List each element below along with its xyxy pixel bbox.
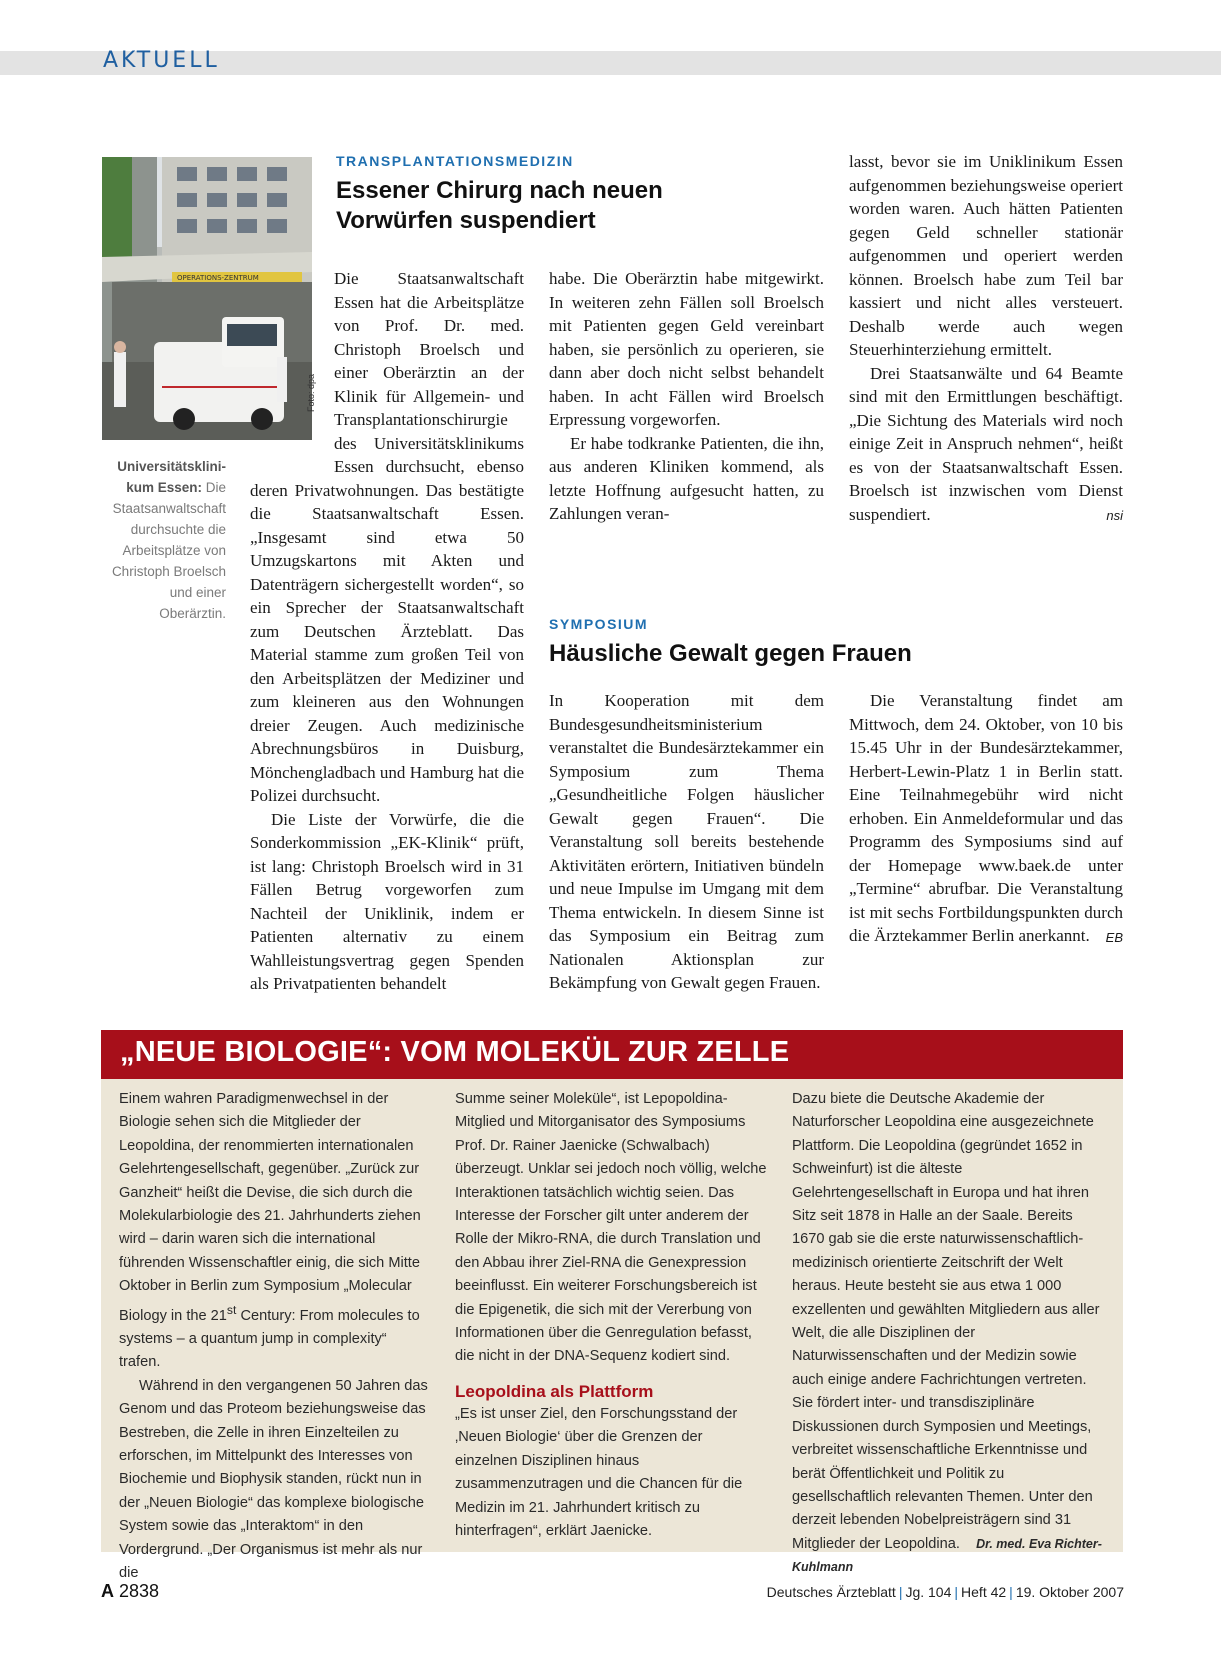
article1-col3 [849,150,1123,528]
article1-signature: nsi [1106,508,1123,523]
page-prefix: A [101,1581,114,1601]
article2-col2 [849,689,1123,949]
box-signature: Dr. med. Eva Richter-Kuhlmann [792,1536,1102,1575]
article1-kicker: TRANSPLANTATIONSMEDIZIN [336,153,574,169]
box-col1-sup: st [226,1302,237,1317]
article1-col1-p2: Die Liste der Vorwürfe, die die Sonderkommission „EK-Klinik“ prüft, ist lang: Christoph Broelsch wird in 31 Fällen Betrug vorgeworfen zum Nachteil der Uniklinik, indem er Patienten alternativ zu einem Wahlleistungsvertrag gegen Spenden als Privatpatienten behandelt [250,809,524,993]
box-col3 [792,1088,1104,1580]
caption-bold: Universitätsklini-kum Essen: [117,459,226,495]
article1-col1 [250,267,524,996]
box-col3-p1: Dazu biete die Deutsche Akademie der Naturforscher Leopoldina eine ausgezeichnete Plattform. Die Leopoldina (gegründet 1652 in Schweinfurt) ist die älteste Gelehrtengesellschaft in Europa und hat ihren Sitz seit 1878 in Halle an der Saale. Bereits 1670 gab sie die erste naturwissenschaftlich-medizinisch orientierte Zeitschrift der Welt heraus. Heute besteht sie aus etwa 1 000 exzellenten und gewählten Mitgliedern aus aller Welt, die alle Disziplinen der Naturwissenschaften und der Medizin sowie auch einige andere Fachrichtungen vertreten. Sie fördert inter- und transdisziplinäre Diskussionen durch Symposien und Meetings, verbreitet wissenschaftliche Erkenntnisse und berät Öffentlichkeit und Politik zu gesellschaftlich relevanten Themen. Unter den derzeit lebenden Nobelpreisträgern sind 31 Mitglieder der Leopoldina. [792,1091,1100,1552]
box-subhead: Leopoldina als Plattform [455,1381,654,1401]
article1-col1-p1: Die Staatsanwaltschaft Essen hat die Arbeitsplätze von Prof. Dr. med. Christoph Broelsch und einer Oberärztin an der Klinik für Allgemein- und Transplantationschirurgie des Universitätsklinikums Essen durchsucht, ebenso deren Privatwohnungen. Das bestätigte die Staatsanwaltschaft Essen. „Insgesamt sind etwa 50 Umzugskartons mit Akten und Datenträgern sichergestellt worden“, so ein Sprecher der Staatsanwaltschaft zum Deutschen Ärzteblatt. Das Material stamme zum großen Teil von den Arbeitsplätzen der Mediziner und zum kleineren aus den Wohnungen dreier Zeugen. Auch medizinische Abrechnungsbüros in Duisburg, Mönchengladbach und Hamburg hat die Polizei durchsucht. [250,269,524,805]
box-col2 [455,1088,767,1543]
photo-sign-text: OPERATIONS-ZENTRUM [177,274,259,282]
page-number-value: 2838 [119,1581,160,1601]
page-number [101,1581,159,1602]
section-label: AKTUELL [103,48,220,73]
box-col1-p1a: Einem wahren Paradigmenwechsel in der Biologie sehen sich die Mitglieder der Leopoldina, der renommierten internationalen Gelehrtengesellschaft, gegenüber. „Zurück zur Ganzheit“ heißt die Devise, die sich durch die Molekularbiologie des 21. Jahrhunderts ziehen wird – darin waren sich die international führenden Wissenschaftler einig, die sich Mitte Oktober in Berlin zum Symposium „Molecular Biology in the 21 [119,1091,421,1324]
article1-col2-p1: habe. Die Oberärztin habe mitgewirkt. In weiteren zehn Fällen soll Broelsch mit Patienten gegen Geld vereinbart haben, sie persönlich zu operieren, sie dann aber doch nicht selbst behandelt haben. In acht Fällen wird Broelsch Erpressung vorgeworfen. [549,269,824,429]
journal-volume: Jg. 104 [905,1584,952,1600]
box-col1 [119,1088,429,1585]
journal-date: 19. Oktober 2007 [1015,1584,1124,1600]
box-col2-p1: Summe seiner Moleküle“, ist Lepopoldina-Mitglied und Mitorganisator des Symposiums Prof. Dr. Rainer Jaenicke (Schwalbach) überzeugt. Unklar sei jedoch noch völlig, welche Interaktionen tatsächlich wichtig seien. Das Interesse der Forscher gilt unter anderem der Rolle der Mikro-RNA, die durch Translation und den Abbau ihrer Ziel-RNA die Genexpression beeinflusst. Ein weiterer Forschungsbereich ist die Epigenetik, die sich mit der Vererbung von Informationen über die Genregulation befasst, die nicht in der DNA-Sequenz kodiert sind. [455,1091,767,1365]
article2-kicker: SYMPOSIUM [549,616,649,632]
box-col1-p1b: Century: From molecules to systems – a quantum jump in complexity“ trafen. [119,1307,420,1371]
photo-credit: Foto: dpa [306,373,316,412]
article1-col2 [549,267,824,526]
article1-col3-p1: lasst, bevor sie im Uniklinikum Essen aufgenommen beziehungsweise operiert worden waren. Auch hätten Patienten gegen Geld schneller stationär aufgenommen und operiert werden können. Broelsch habe zum Teil bar kassiert und nicht alles versteuert. Deshalb werde auch wegen Steuerhinterziehung ermittelt. [849,152,1123,359]
box-col2-p2: „Es ist unser Ziel, den Forschungsstand der ‚Neuen Biologie‘ über die Grenzen der einzelnen Disziplinen hinaus zusammenzutragen und die Chancen für die Medizin im 21. Jahrhundert kritisch zu hinterfragen“, erklärt Jaenicke. [455,1405,743,1539]
article2-col1-p: In Kooperation mit dem Bundesgesundheitsministerium veranstaltet die Bundesärztekammer ein Symposium zum Thema „Gesundheitliche Folgen häuslicher Gewalt gegen Frauen“. Die Veranstaltung soll bereits bestehende Aktivitäten erörtern, Initiativen bündeln und neue Impulse im Umgang mit dem Thema entwickeln. In diesem Sinne ist das Symposium ein Beitrag zum Nationalen Aktionsplan zur Bekämpfung von Gewalt gegen Frauen. [549,691,824,992]
article2-headline: Häusliche Gewalt gegen Frauen [549,640,912,667]
info-box-title: „NEUE BIOLOGIE“: VOM MOLEKÜL ZUR ZELLE [120,1036,790,1068]
caption-text: Die Staatsanwaltschaft durchsuchte die Arbeitsplätze von Christoph Broelsch und einer Oberärztin. [111,480,226,621]
article2-col1 [549,689,824,995]
article1-headline: Essener Chirurg nach neuen Vorwürfen suspendiert [336,177,663,234]
article2-signature: EB [1105,929,1123,945]
journal-info: Deutsches Ärzteblatt | Jg. 104 | Heft 42 | 19. Oktober 2007 [766,1584,1124,1600]
article2-col2-p: Die Veranstaltung findet am Mittwoch, dem 24. Oktober, von 10 bis 15.45 Uhr in der Bundesärztekammer, Herbert-Lewin-Platz 1 in Berlin statt. Eine Teilnahmegebühr wird nicht erhoben. Ein Anmeldeformular und das Programm des Symposiums sind auf der Homepage www.baek.de unter „Termine“ abrufbar. Die Veranstaltung ist mit sechs Fortbildungspunkten durch die Ärztekammer Berlin anerkannt. [849,691,1123,945]
box-col1-p2: Während in den vergangenen 50 Jahren das Genom und das Proteom beziehungsweise das Bestreben, die Zelle in ihren Einzelteilen zu erforschen, im Mittelpunkt des Interesses von Biochemie und Biophysik standen, rückt nun in der „Neuen Biologie“ das komplexe biologische System sowie das „Interaktom“ in den Vordergrund. „Der Organismus ist mehr als nur die [119,1377,428,1581]
photo-caption [100,456,226,624]
article1-col3-p2: Drei Staatsanwälte und 64 Beamte sind mit den Ermittlungen beschäftigt. „Die Sichtung des Materials wird noch einige Zeit in Anspruch nehmen“, heißt es von der Staatsanwaltschaft Essen. Broelsch ist inzwischen vom Dienst suspendiert. [849,363,1123,524]
journal-issue: Heft 42 [961,1584,1007,1600]
article1-col2-p2: Er habe todkranke Patienten, die ihn, aus anderen Kliniken kommend, als letzte Hoffnung aufgesucht hatten, zu Zahlungen veran- [549,433,824,523]
journal-name: Deutsches Ärzteblatt [766,1584,896,1600]
